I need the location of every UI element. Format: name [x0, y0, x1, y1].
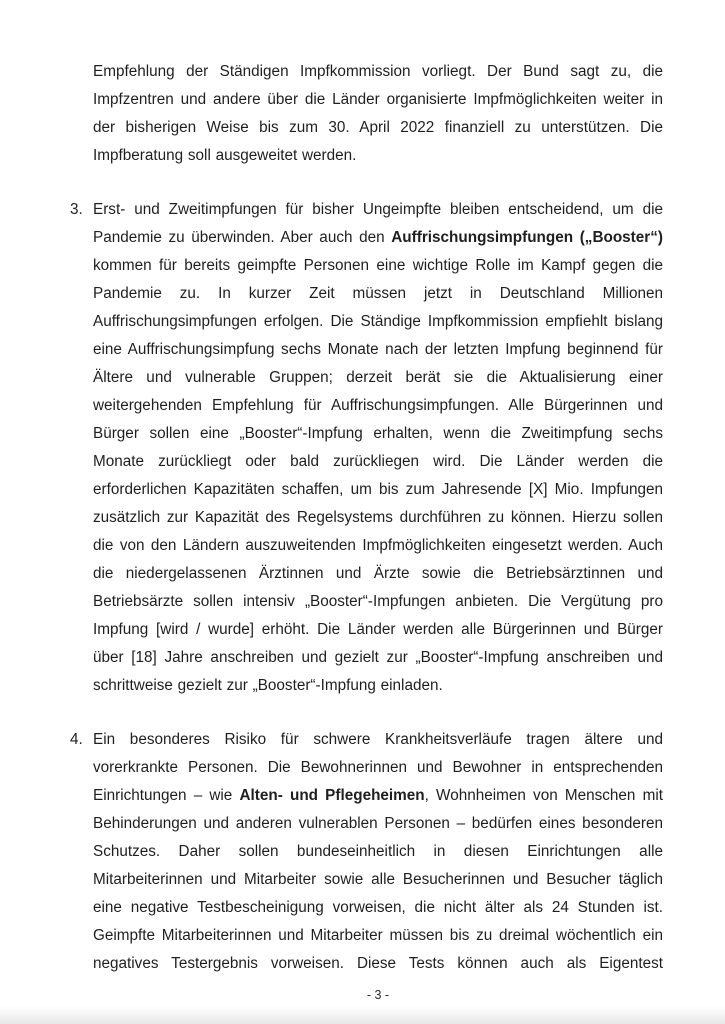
page-number: - 3 - [366, 988, 390, 1002]
paragraph-continuation [70, 58, 663, 170]
paragraph-text [93, 726, 663, 978]
document-body [70, 58, 663, 1004]
paragraph-number: 3. [70, 201, 83, 218]
text-segment: Empfehlung der Ständigen Impfkommission vorliegt. Der Bund sagt zu, die Impfzentren und andere über die Länder organisierte Impfmöglichkeiten weiter in der bisherigen Weise bis zum 30. April 2022 finanziell zu unterstützen. Die Impfberatung soll ausgeweitet werden. [93, 63, 663, 164]
paragraph-number [70, 58, 93, 170]
text-segment-bold: Auffrischungsimpfungen („Booster“) [391, 229, 663, 246]
paragraph-text [93, 196, 663, 700]
paragraph-3 [70, 196, 663, 700]
text-segment: kommen für bereits geimpfte Personen eine wichtige Rolle im Kampf gegen die Pandemie zu. In kurzer Zeit müssen jetzt in Deutschland Millionen Auffrischungsimpfungen erfolgen. Die Ständige Impfkommission empfiehlt bislang eine Auffrischungsimpfung sechs Monate nach der letzten Impfung beginnend für Ältere und vulnerable Gruppen; derzeit berät sie die Aktualisierung einer weitergehenden Empfehlung für Auffrischungsimpfungen. Alle Bürgerinnen und Bürger sollen eine „Booster“-Impfung erhalten, wenn die Zweitimpfung sechs Monate zurückliegt oder bald zurückliegen wird. Die Länder werden die erforderlichen Kapazitäten schaffen, um bis zum Jahresende [X] Mio. Impfungen zusätzlich zur Kapazität des Regelsystems durchführen zu können. Hierzu sollen die von den Ländern auszuweitenden Impfmöglichkeiten eingesetzt werden. Auch die niedergelassenen Ärztinnen und Ärzte sowie die Betriebsärztinnen und Betriebsärzte sollen intensiv „Booster“-Impfungen anbieten. Die Vergütung pro Impfung [wird / wurde] erhöht. Die Länder werden alle Bürgerinnen und Bürger über [18] Jahre anschreiben und gezielt zur „Booster“-Impfung anschreiben und schrittweise gezielt zur „Booster“-Impfung einladen. [93, 257, 663, 694]
text-segment: Erst- und Zweitimpfungen für bisher Ungeimpfte bleiben entscheidend, um die Pandemie zu überwinden. Aber auch den [93, 201, 663, 246]
paragraph-4 [70, 726, 663, 978]
paragraph-text [93, 58, 663, 170]
text-segment-bold: Alten- und Pflegeheimen [239, 787, 425, 804]
paragraph-number: 4. [70, 731, 83, 748]
text-segment: Ein besonderes Risiko für schwere Krankheitsverläufe tragen ältere und vorerkrankte Personen. Die Bewohnerinnen und Bewohner in entsprechenden Einrichtungen – wie [93, 731, 663, 804]
text-segment: , Wohnheimen von Menschen mit Behinderungen und anderen vulnerablen Personen – bedürfen eines besonderen Schutzes. Daher sollen bundeseinheitlich in diesen Einrichtungen alle Mitarbeiterinnen und Mitarbeiter sowie alle Besucherinnen und Besucher täglich eine negative Testbescheinigung vorweisen, die nicht älter als 24 Stunden ist. Geimpfte Mitarbeiterinnen und Mitarbeiter müssen bis zu dreimal wöchentlich ein negatives Testergebnis vorweisen. Diese Tests können auch als Eigentest [93, 787, 663, 972]
